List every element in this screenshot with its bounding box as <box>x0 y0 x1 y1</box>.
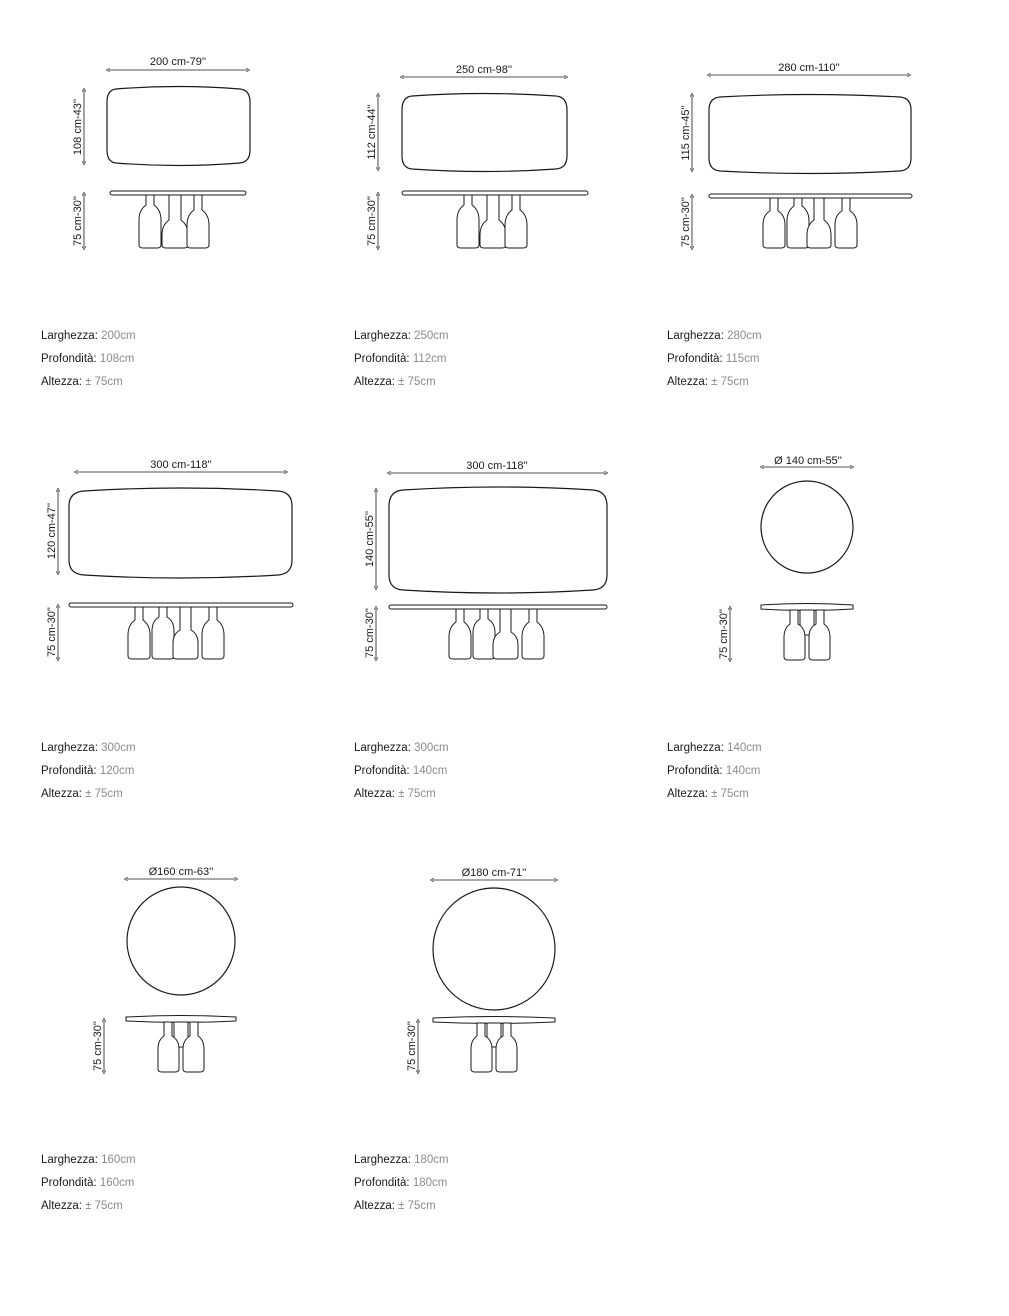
width-dimension-label: 250 cm-98'' <box>455 64 513 76</box>
leg <box>139 195 161 248</box>
leg <box>152 607 174 659</box>
leg <box>787 198 809 248</box>
height-dimension-label: 75 cm-30'' <box>72 195 84 247</box>
height-dimension-label: 75 cm-30'' <box>366 195 378 247</box>
spec-block-6 <box>41 1149 136 1218</box>
leg <box>449 609 471 659</box>
depth-value: 160cm <box>99 1177 135 1189</box>
height-value: ± 75cm <box>85 376 123 388</box>
width-dimension-label: Ø180 cm-71'' <box>461 867 527 879</box>
width-value: 140cm <box>727 742 762 754</box>
height-label: Altezza: <box>667 788 708 800</box>
spec-block-4 <box>354 737 449 806</box>
depth-value: 120cm <box>99 765 135 777</box>
table-drawing-0 <box>72 56 250 248</box>
depth-value: 180cm <box>412 1177 448 1189</box>
tabletop-plan-view <box>127 887 235 995</box>
height-label: Altezza: <box>667 376 708 388</box>
width-dimension-label: 280 cm-110'' <box>778 62 840 74</box>
height-dimension-label: 75 cm-30'' <box>406 1020 418 1072</box>
leg <box>807 198 831 248</box>
width-dimension-label: 200 cm-79'' <box>149 56 207 68</box>
table-drawing-2 <box>680 62 912 248</box>
tabletop-side-view <box>69 603 293 607</box>
height-value: ± 75cm <box>398 788 436 800</box>
width-label: Larghezza: <box>354 742 411 754</box>
spec-block-1 <box>354 325 449 394</box>
height-dimension-label: 75 cm-30'' <box>364 607 376 659</box>
tabletop-side-view <box>433 1017 555 1024</box>
table-drawing-5 <box>718 455 853 660</box>
spec-block-2 <box>667 325 762 394</box>
tabletop-plan-view <box>761 481 853 573</box>
depth-dimension-label: 120 cm-47'' <box>46 502 58 560</box>
depth-label: Profondità: <box>354 353 410 365</box>
spec-block-7 <box>354 1149 449 1218</box>
table-drawing-1 <box>366 64 588 248</box>
width-value: 300cm <box>101 742 136 754</box>
depth-label: Profondità: <box>41 765 97 777</box>
depth-dimension-label: 115 cm-45'' <box>680 105 692 161</box>
leg <box>187 195 209 248</box>
depth-label: Profondità: <box>667 353 723 365</box>
height-value: ± 75cm <box>711 788 749 800</box>
width-dimension-label: Ø160 cm-63'' <box>148 866 214 878</box>
height-dimension-label: 75 cm-30'' <box>46 606 58 658</box>
height-dimension-label: 75 cm-30'' <box>92 1020 104 1072</box>
leg <box>128 607 150 659</box>
height-label: Altezza: <box>41 376 82 388</box>
depth-label: Profondità: <box>41 353 97 365</box>
tabletop-side-view <box>402 191 588 195</box>
tabletop-side-view <box>389 605 607 609</box>
spec-block-5 <box>667 737 762 806</box>
width-label: Larghezza: <box>667 330 724 342</box>
depth-label: Profondità: <box>354 1177 410 1189</box>
height-label: Altezza: <box>41 788 82 800</box>
height-dimension-label: 75 cm-30'' <box>718 608 730 660</box>
width-label: Larghezza: <box>354 1154 411 1166</box>
width-value: 300cm <box>414 742 449 754</box>
height-label: Altezza: <box>354 376 395 388</box>
height-value: ± 75cm <box>398 1200 436 1212</box>
depth-value: 140cm <box>725 765 761 777</box>
leg <box>162 195 188 248</box>
width-dimension-label: 300 cm-118'' <box>466 460 528 472</box>
depth-dimension-label: 108 cm-43'' <box>72 98 84 156</box>
spec-block-3 <box>41 737 136 806</box>
tabletop-plan-view <box>402 94 567 172</box>
leg <box>493 609 518 659</box>
tabletop-side-view <box>709 194 912 198</box>
tabletop-plan-view <box>389 487 607 593</box>
leg <box>473 609 495 659</box>
height-value: ± 75cm <box>711 376 749 388</box>
width-label: Larghezza: <box>354 330 411 342</box>
leg <box>835 198 857 248</box>
height-value: ± 75cm <box>85 788 123 800</box>
tabletop-plan-view <box>69 488 292 578</box>
width-value: 280cm <box>727 330 762 342</box>
width-value: 250cm <box>414 330 449 342</box>
tabletop-plan-view <box>107 87 250 166</box>
leg <box>202 607 224 659</box>
width-value: 180cm <box>414 1154 449 1166</box>
depth-value: 115cm <box>725 353 760 365</box>
leg <box>763 198 785 248</box>
width-label: Larghezza: <box>41 742 98 754</box>
leg <box>173 607 198 659</box>
width-dimension-label: 300 cm-118'' <box>150 459 212 471</box>
leg <box>480 195 506 248</box>
width-label: Larghezza: <box>41 330 98 342</box>
table-drawing-4 <box>364 460 607 659</box>
leg <box>505 195 527 248</box>
tabletop-side-view <box>126 1016 236 1023</box>
tabletop-plan-view <box>709 95 911 174</box>
width-label: Larghezza: <box>667 742 724 754</box>
leg <box>457 195 479 248</box>
depth-dimension-label: 112 cm-44'' <box>366 104 378 160</box>
table-drawing-3 <box>46 459 293 659</box>
depth-dimension-label: 140 cm-55'' <box>364 510 376 568</box>
height-label: Altezza: <box>354 788 395 800</box>
depth-value: 140cm <box>412 765 448 777</box>
tabletop-plan-view <box>433 888 555 1010</box>
depth-value: 112cm <box>412 353 447 365</box>
height-label: Altezza: <box>354 1200 395 1212</box>
spec-block-0 <box>41 325 136 394</box>
tabletop-side-view <box>761 604 853 611</box>
height-label: Altezza: <box>41 1200 82 1212</box>
tabletop-side-view <box>110 191 246 195</box>
width-label: Larghezza: <box>41 1154 98 1166</box>
leg <box>522 609 544 659</box>
table-drawing-6 <box>92 866 236 1072</box>
width-value: 200cm <box>101 330 136 342</box>
height-value: ± 75cm <box>85 1200 123 1212</box>
depth-value: 108cm <box>99 353 135 365</box>
depth-label: Profondità: <box>41 1177 97 1189</box>
table-drawing-7 <box>406 867 556 1072</box>
height-value: ± 75cm <box>398 376 436 388</box>
width-dimension-label: Ø 140 cm-55'' <box>774 455 842 467</box>
height-dimension-label: 75 cm-30'' <box>680 196 692 248</box>
depth-label: Profondità: <box>354 765 410 777</box>
width-value: 160cm <box>101 1154 136 1166</box>
depth-label: Profondità: <box>667 765 723 777</box>
